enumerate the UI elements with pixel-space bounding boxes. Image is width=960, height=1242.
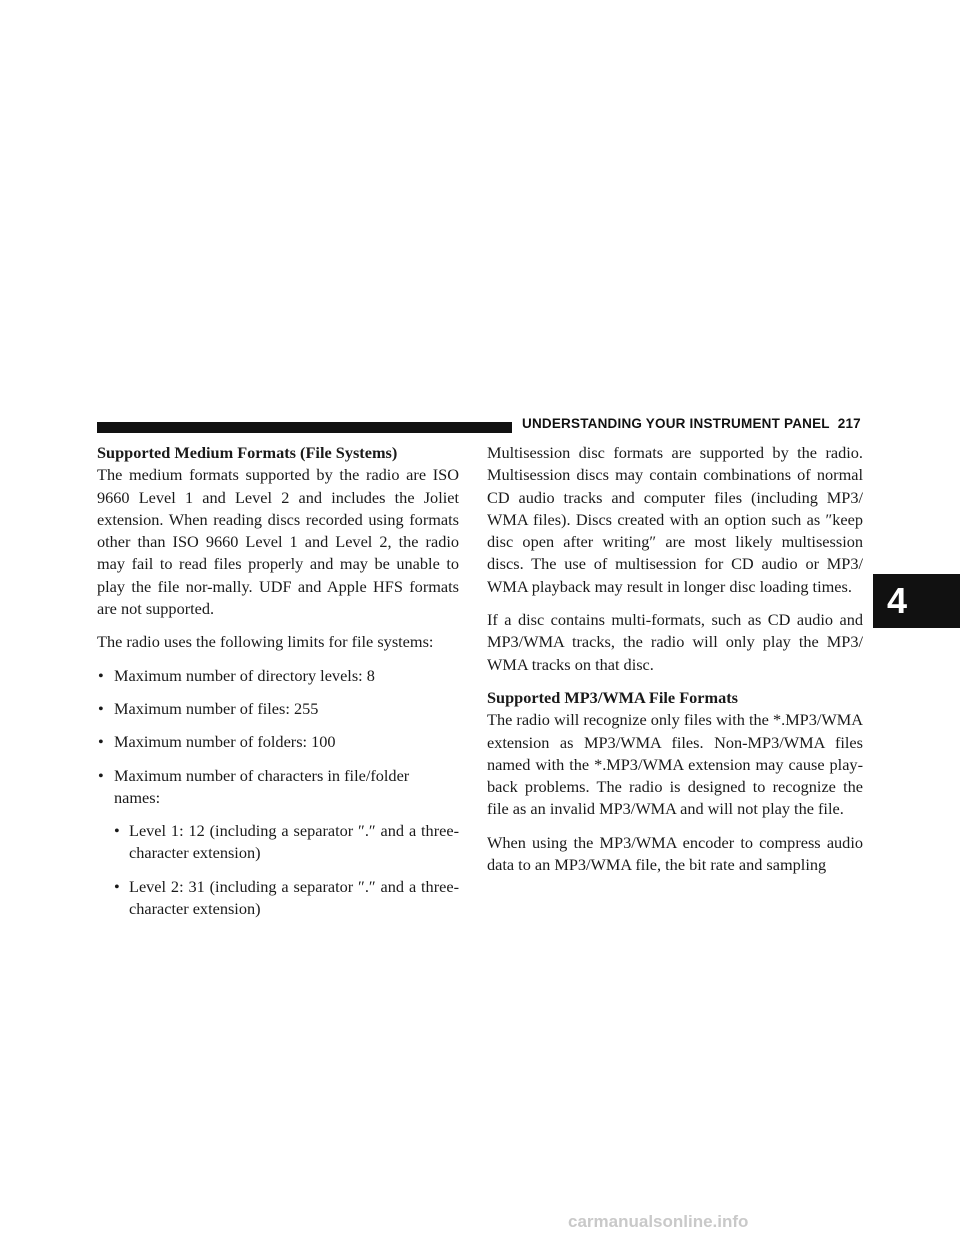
section-heading-file-systems: Supported Medium Formats (File Systems) (97, 443, 398, 462)
watermark-text: carmanualsonline.info (568, 1212, 749, 1231)
section-title: UNDERSTANDING YOUR INSTRUMENT PANEL (522, 416, 830, 431)
paragraph: The radio uses the following limits for file systems: (97, 632, 434, 652)
sub-list-item-text: Level 2: 31 (including a separator ″.″ and a three-character extension) (129, 876, 459, 919)
list-item-text: Maximum number of directory levels: 8 (114, 665, 375, 685)
list-item (97, 665, 459, 687)
left-column (97, 442, 459, 931)
header-rule (97, 422, 512, 433)
paragraph: If a disc contains multi-formats, such as CD audio and MP3/WMA tracks, the radio will only play the MP3/ WMA tracks on that disc. (487, 610, 863, 674)
paragraph: Multisession disc formats are supported by the radio. Multisession discs may contain combinations of normal CD audio tracks and computer files (including MP3/ WMA files). Discs created with an option such as ″keep disc open after writing″ are most likely multisession discs. The use of multisession for CD audio or MP3/ WMA playback may result in longer disc loading times. (487, 443, 863, 596)
sub-list-item (114, 820, 459, 865)
limits-list (97, 665, 459, 921)
right-column (487, 442, 863, 887)
sub-list-item-text: Level 1: 12 (including a separator ″.″ and a three-character extension) (129, 821, 459, 863)
list-item (97, 731, 459, 753)
chapter-tab: 4 (873, 574, 960, 628)
name-limits-sublist (114, 820, 459, 920)
list-item-text: Maximum number of folders: 100 (114, 732, 336, 752)
running-header (522, 416, 861, 431)
paragraph: The radio will recognize only files with the *.MP3/WMA extension as MP3/WMA files. Non-MP3/WMA files named with the *.MP3/WMA extension may cause play-back problems. The radio is designed to recognize the file as an invalid MP3/WMA and will not play the file. (487, 710, 863, 819)
list-item-text: Maximum number of characters in file/folder names: (114, 765, 410, 807)
paragraph: The medium formats supported by the radio are ISO 9660 Level 1 and Level 2 and includes the Joliet extension. When reading discs recorded using formats other than ISO 9660 Level 1 and Level 2, the radio may fail to read files properly and may be unable to play the file nor-mally. UDF and Apple HFS formats are not supported. (97, 465, 459, 619)
paragraph: When using the MP3/WMA encoder to compress audio data to an MP3/WMA file, the bit rate and sampling (487, 832, 863, 875)
page-number: 217 (837, 416, 861, 431)
list-item (97, 698, 459, 720)
section-heading-file-formats: Supported MP3/WMA File Formats (487, 687, 738, 707)
list-item-text: Maximum number of files: 255 (114, 698, 319, 718)
list-item (97, 765, 459, 921)
sub-list-item (114, 876, 459, 921)
